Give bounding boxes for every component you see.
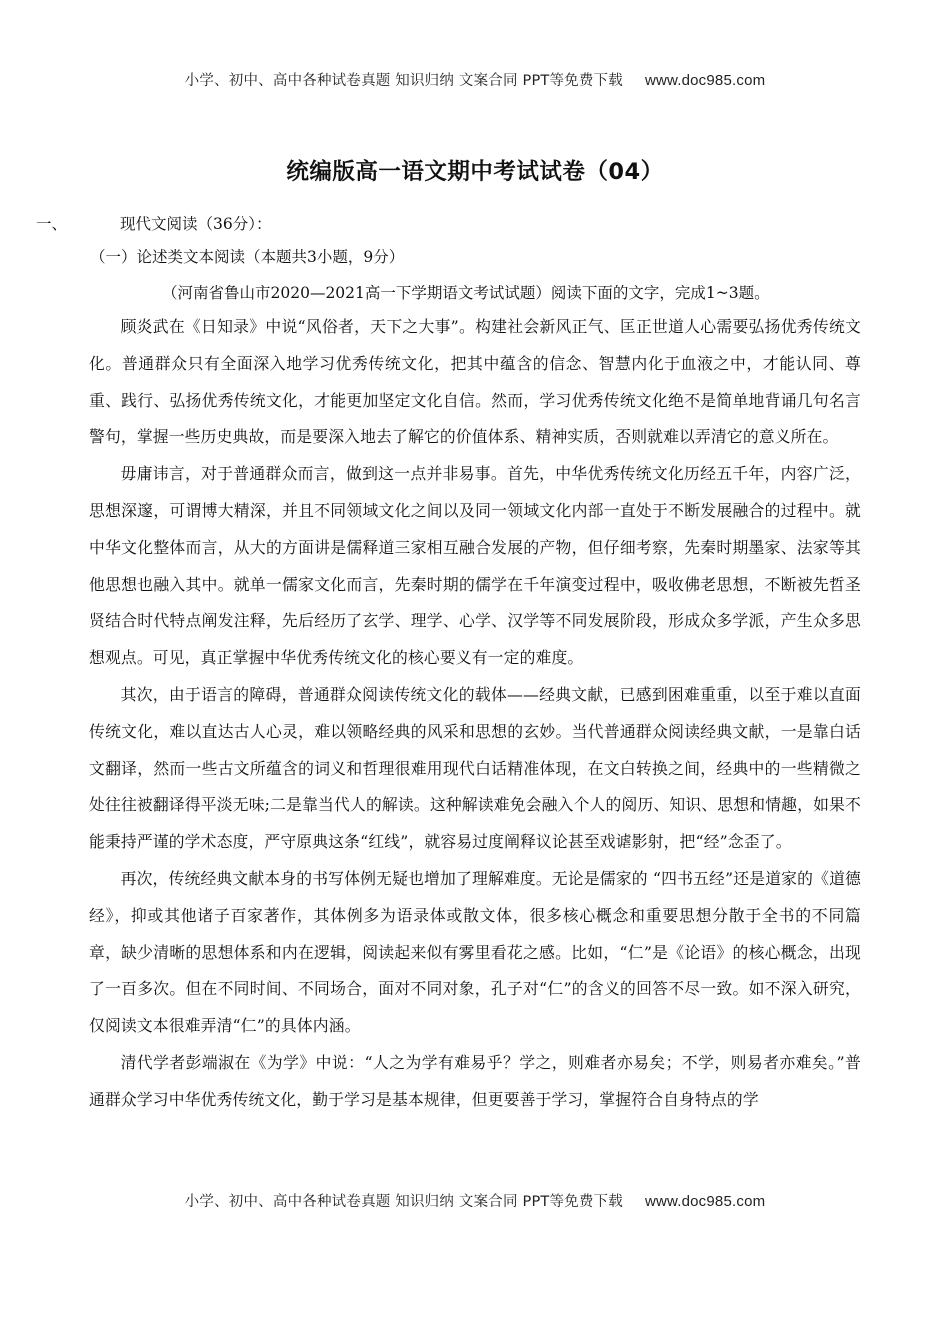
footer-text: 小学、初中、高中各种试卷真题 知识归纳 文案合同 PPT等免费下载 bbox=[184, 1194, 623, 1210]
paragraph: 其次，由于语言的障碍，普通群众阅读传统文化的载体——经典文献，已感到困难重重，以至于难以直面传统文化，难以直达古人心灵，难以领略经典的风采和思想的玄妙。当代普通群众阅读经典文献，一是靠白话文翻译，然而一些古文所蕴含的词义和哲理很难用现代白话精准体现，在文白转换之间，经典中的一些精微之处往往被翻译得平淡无味;二是靠当代人的解读。这种解读难免会融入个人的阅历、知识、思想和情趣，如果不能秉持严谨的学术态度，严守原典这条“红线”，就容易过度阐释议论甚至戏谑影射，把“经”念歪了。 bbox=[89, 684, 861, 852]
page-footer bbox=[0, 1190, 950, 1211]
header-text: 小学、初中、高中各种试卷真题 知识归纳 文案合同 PPT等免费下载 bbox=[184, 73, 623, 89]
section-number: 一、 bbox=[36, 215, 68, 233]
paragraph: 毋庸讳言，对于普通群众而言，做到这一点并非易事。首先，中华优秀传统文化历经五千年，内容广泛，思想深邃，可谓博大精深，并且不同领域文化之间以及同一领域文化内部一直处于不断发展融合的过程中。就中华文化整体而言，从大的方面讲是儒释道三家相互融合发展的产物，但仔细考察，先秦时期墨家、法家等其他思想也融入其中。就单一儒家文化而言，先秦时期的儒学在千年演变过程中，吸收佛老思想，不断被先哲圣贤结合时代特点阐发注释，先后经历了玄学、理学、心学、汉学等不同发展阶段，形成众多学派，产生众多思想观点。可见，真正掌握中华优秀传统文化的核心要义有一定的难度。 bbox=[89, 464, 861, 668]
section-label: 现代文阅读（36分）： bbox=[120, 215, 272, 233]
header-site-link[interactable]: www.doc985.com bbox=[644, 72, 766, 89]
footer-site-link[interactable]: www.doc985.com bbox=[644, 1193, 766, 1210]
page-header bbox=[0, 69, 950, 90]
exam-title: 统编版高一语文期中考试试卷（04） bbox=[286, 159, 664, 185]
paragraph: 顾炎武在《日知录》中说“风俗者，天下之大事”。构建社会新风正气、匡正世道人心需要弘扬优秀传统文化。普通群众只有全面深入地学习优秀传统文化，把其中蕴含的信念、智慧内化于血液之中，才能认同、尊重、践行、弘扬优秀传统文化，才能更加坚定文化自信。然而，学习优秀传统文化绝不是简单地背诵几句名言警句，掌握一些历史典故，而是要深入地去了解它的价值体系、精神实质，否则就难以弄清它的意义所在。 bbox=[89, 317, 861, 447]
paragraph: 再次，传统经典文献本身的书写体例无疑也增加了理解难度。无论是儒家的 “四书五经”还是道家的《道德经》，抑或其他诸子百家著作，其体例多为语录体或散文体，很多核心概念和重要思想分散于全书的不同篇章，缺少清晰的思想体系和内在逻辑，阅读起来似有雾里看花之感。比如，“仁”是《论语》的核心概念，出现了一百多次。但在不同时间、不同场合，面对不同对象，孔子对“仁”的含义的回答不尽一致。如不深入研究，仅阅读文本很难弄清“仁”的具体内涵。 bbox=[89, 868, 861, 1036]
subsection-heading: （一）论述类文本阅读（本题共3小题，9分） bbox=[90, 248, 405, 266]
section-heading bbox=[36, 212, 271, 234]
paragraph: 清代学者彭端淑在《为学》中说：“人之为学有难易乎？学之，则难者亦易矣；不学，则易者亦难矣。”普通群众学习中华优秀传统文化，勤于学习是基本规律，但更要善于学习，掌握符合自身特点的学 bbox=[89, 1052, 861, 1109]
reading-passage bbox=[89, 309, 861, 1119]
source-note: （河南省鲁山市2020—2021高一下学期语文考试试题）阅读下面的文字，完成1~3题。 bbox=[162, 284, 770, 302]
